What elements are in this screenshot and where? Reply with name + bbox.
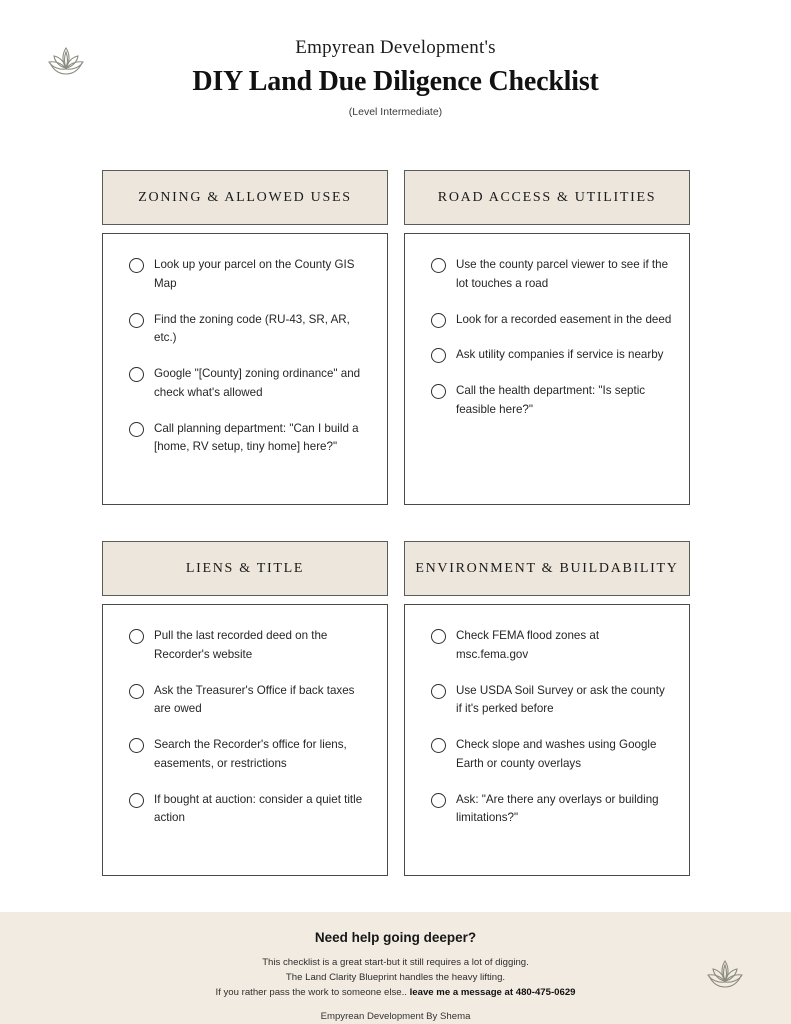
checkbox-icon[interactable] xyxy=(431,258,446,273)
checklist-item-label: Pull the last recorded deed on the Recorder's website xyxy=(154,629,328,661)
checklist-item-label: If bought at auction: consider a quiet title action xyxy=(154,792,363,825)
checkbox-icon[interactable] xyxy=(129,422,144,437)
checklist-item-label: Call planning department: "Can I build a [home, RV setup, tiny home] here?" xyxy=(154,421,359,454)
checkbox-icon[interactable] xyxy=(129,313,144,328)
page-footer xyxy=(0,912,791,1024)
checkbox-icon[interactable] xyxy=(129,629,144,644)
checklist-item-label: Look up your parcel on the County GIS Map xyxy=(154,258,355,290)
checklist-item-label: Google "[County] zoning ordinance" and check what's allowed xyxy=(154,367,361,399)
card-body-zoning xyxy=(102,233,388,505)
checklist-item[interactable] xyxy=(431,682,673,720)
footer-credit: Empyrean Development By Shema xyxy=(320,1011,471,1023)
footer-line-3 xyxy=(0,985,791,1000)
card-header-environment xyxy=(404,541,690,596)
checklist-item[interactable] xyxy=(129,256,371,294)
checklist-item[interactable] xyxy=(129,420,371,458)
checklist-card-road-access xyxy=(404,170,690,505)
checkbox-icon[interactable] xyxy=(431,684,446,699)
card-title: ZONING & ALLOWED USES xyxy=(138,189,352,205)
page-title: DIY Land Due Diligence Checklist xyxy=(192,65,599,97)
checklist-item-label: Use USDA Soil Survey or ask the county if it's perked before xyxy=(456,683,665,716)
checklist-card-environment xyxy=(404,541,690,876)
checkbox-icon[interactable] xyxy=(431,348,446,363)
card-body-road-access xyxy=(404,233,690,505)
checklist-card-zoning xyxy=(102,170,388,505)
checkbox-icon[interactable] xyxy=(431,384,446,399)
footer-contact-cta[interactable]: leave me a message at 480-475-0629 xyxy=(409,987,576,999)
checklist-item[interactable] xyxy=(129,682,371,720)
checkbox-icon[interactable] xyxy=(129,258,144,273)
checkbox-icon[interactable] xyxy=(129,367,144,382)
checklist-card-liens-title xyxy=(102,541,388,876)
checkbox-icon[interactable] xyxy=(431,793,446,808)
footer-heading: Need help going deeper? xyxy=(314,930,477,945)
checklist-item-label: Ask: "Are there any overlays or building limitations?" xyxy=(456,792,659,825)
checklist-item-label: Use the county parcel viewer to see if the lot touches a road xyxy=(456,258,669,290)
card-body-environment xyxy=(404,604,690,876)
footer-line-2: The Land Clarity Blueprint handles the heavy lifting. xyxy=(285,972,506,984)
lotus-icon xyxy=(703,955,747,995)
checklist-item-label: Ask the Treasurer's Office if back taxes are owed xyxy=(154,683,355,716)
checklist-item[interactable] xyxy=(129,311,371,349)
page-header xyxy=(0,0,791,140)
footer-line-3-prefix: If you rather pass the work to someone else.. xyxy=(215,987,410,999)
checklist-item[interactable] xyxy=(431,382,673,420)
title-block xyxy=(0,38,791,118)
card-body-liens-title xyxy=(102,604,388,876)
checklist-item[interactable] xyxy=(129,791,371,829)
card-header-liens-title xyxy=(102,541,388,596)
card-title: ENVIRONMENT & BUILDABILITY xyxy=(415,560,679,576)
checklist-item-label: Call the health department: "Is septic feasible here?" xyxy=(456,384,646,416)
checklist-item[interactable] xyxy=(431,791,673,829)
checklist-item[interactable] xyxy=(129,627,371,665)
checkbox-icon[interactable] xyxy=(431,629,446,644)
checklist-item[interactable] xyxy=(129,736,371,774)
checklist-item[interactable] xyxy=(431,736,673,774)
checklist-item-label: Check slope and washes using Google Earth or county overlays xyxy=(456,738,657,770)
checklist-item-label: Find the zoning code (RU-43, SR, AR, etc.) xyxy=(154,312,350,345)
checkbox-icon[interactable] xyxy=(129,684,144,699)
card-header-zoning xyxy=(102,170,388,225)
checklist-item-label: Look for a recorded easement in the deed xyxy=(456,312,672,326)
checklist-item[interactable] xyxy=(431,256,673,294)
checklist-item[interactable] xyxy=(431,311,673,330)
card-title: ROAD ACCESS & UTILITIES xyxy=(437,189,657,205)
card-title: LIENS & TITLE xyxy=(185,560,305,576)
checklist-grid xyxy=(102,170,690,876)
footer-line-1: This checklist is a great start-but it still requires a lot of digging. xyxy=(262,957,529,968)
checklist-item-label: Ask utility companies if service is nearby xyxy=(456,348,664,362)
footer-content xyxy=(0,912,791,1022)
checkbox-icon[interactable] xyxy=(129,793,144,808)
checkbox-icon[interactable] xyxy=(129,738,144,753)
checklist-item[interactable] xyxy=(431,346,673,365)
brand-eyebrow: Empyrean Development's xyxy=(295,37,496,58)
checklist-item[interactable] xyxy=(129,365,371,403)
checklist-item-label: Check FEMA flood zones at msc.fema.gov xyxy=(456,629,600,661)
checkbox-icon[interactable] xyxy=(431,738,446,753)
page-subtitle: (Level Intermediate) xyxy=(348,105,443,118)
card-header-road-access xyxy=(404,170,690,225)
checklist-item-label: Search the Recorder's office for liens, easements, or restrictions xyxy=(154,738,347,770)
checklist-item[interactable] xyxy=(431,627,673,665)
checkbox-icon[interactable] xyxy=(431,313,446,328)
